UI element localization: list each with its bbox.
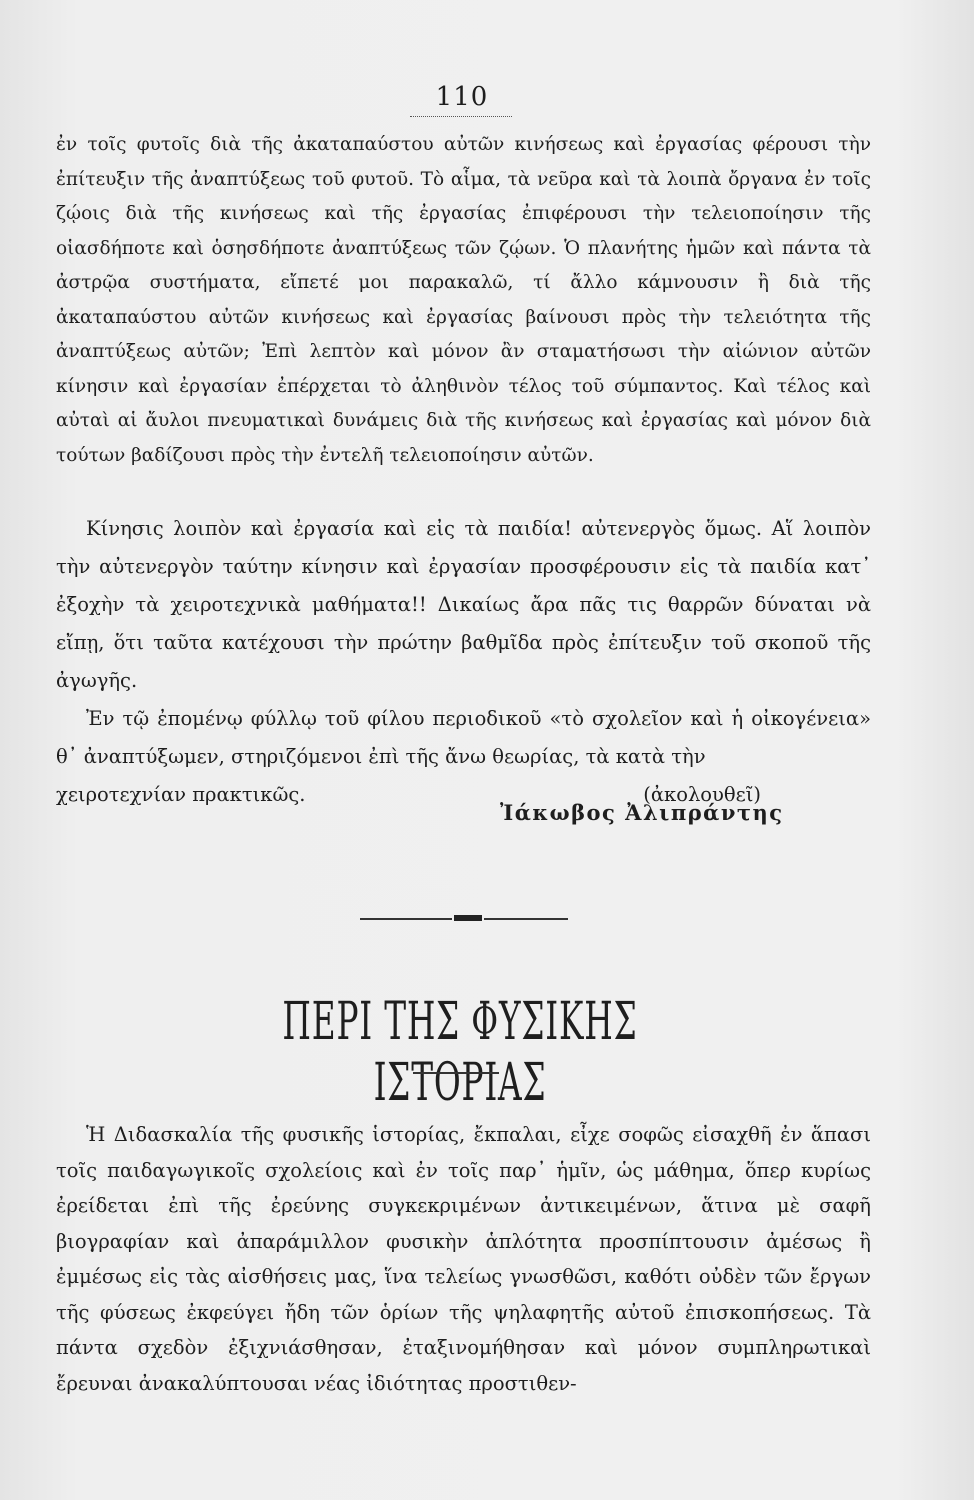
paragraph: Ἡ Διδασκαλία τῆς φυσικῆς ἱστορίας, ἔκπαλαι, εἶχε σοφῶς εἰσαχθῆ ἐν ἅπασι τοῖς παιδαγωγικοῖς σχολείοις καὶ ἐν τοῖς παρ᾽ ἡμῖν, ὡς μάθημα, ὅπερ κυρίως ἐρείδεται ἐπὶ τῆς ἐρεύνης συγκεκριμένων ἀντικειμένων, ἅτινα μὲ σαφῆ βιογραφίαν καὶ ἀπαράμιλλον φυσικὴν ἁπλότητα προσπίπτουσιν ἀμέσως ἢ ἐμμέσως εἰς τὰς αἰσθήσεις μας, ἵνα τελείως γνωσθῶσι, καθότι οὐδὲν τῶν ἔργων τῆς φύσεως ἐκφεύγει ἤδη τῶν ὁρίων τῆς ψηλαφητῆς αὐτοῦ ἐπισκοπήσεως. Τὰ πάντα σχεδὸν ἐξιχνιάσθησαν, ἐταξινομήθησαν καὶ μόνον συμπληρωτικαὶ ἔρευναι ἀνακαλύπτουσαι νέας ἰδιότητας προστιθεν- [56, 1123, 871, 1395]
body-text-middle [56, 510, 871, 814]
body-text-bottom [56, 1117, 871, 1401]
body-text-top [56, 128, 871, 473]
page-number: 110 [435, 82, 489, 112]
paragraph: ἐν τοῖς φυτοῖς διὰ τῆς ἀκαταπαύστου αὐτῶν κινήσεως καὶ ἐργασίας φέρουσι τὴν ἐπίτευξιν τῆς ἀναπτύξεως τοῦ φυτοῦ. Τὸ αἷμα, τὰ νεῦρα καὶ τὰ λοιπὰ ὄργανα ἐν τοῖς ζῴοις διὰ τῆς κινήσεως καὶ τῆς ἐργασίας ἐπιφέρουσι τὴν τελειοποίησιν τῆς οἱασδήποτε καὶ ὁσησδήποτε ἀναπτύξεως τῶν ζῴων. Ὁ πλανήτης ἡμῶν καὶ πάντα τὰ ἀστρῷα συστήματα, εἴπετέ μοι παρακαλῶ, τί ἄλλο κάμνουσιν ἢ διὰ τῆς ἀκαταπαύστου αὐτῶν κινήσεως καὶ ἐργασίας βαίνουσι πρὸς τὴν τελειότητα τῆς ἀναπτύξεως αὐτῶν; Ἐπὶ λεπτὸν καὶ μόνον ἂν σταματήσωσι τὴν αἰώνιον αὐτῶν κίνησιν καὶ ἐργασίαν ἐπέρχεται τὸ ἀληθινὸν τέλος τοῦ σύμπαντος. Καὶ τέλος καὶ αὐταὶ αἱ ἄυλοι πνευματικαὶ δυνάμεις διὰ τῆς κινήσεως καὶ ἐργασίας καὶ μόνον διὰ τούτων βαδίζουσι πρὸς τὴν ἐντελῆ τελειοποίησιν αὐτῶν. [56, 134, 871, 466]
separator-rule-right [484, 918, 568, 920]
section-heading: ΠΕΡΙ ΤΗΣ ΦΥΣΙΚΗΣ ΙΣΤΟΡΙΑΣ [282, 990, 638, 1113]
separator-rule-left [360, 918, 452, 920]
heading-underline [413, 1072, 499, 1074]
continued-note: (ἀκολουθεῖ) [643, 783, 761, 806]
paragraph: Ἐν τῷ ἐπομένῳ φύλλῳ τοῦ φίλου περιοδικοῦ «τὸ σχολεῖον καὶ ἡ οἰκογένεια» θ᾽ ἀναπτύξωμεν, στηριζόμενοι ἐπὶ τῆς ἄνω θεωρίας, τὰ κατὰ τὴν [56, 707, 871, 768]
closing-text: χειροτεχνίαν πρακτικῶς. [56, 783, 306, 806]
page-number-rule [410, 116, 512, 117]
separator-ornament [454, 915, 482, 921]
author-signature: Ἰάκωβος Ἀλιπράντης [500, 800, 784, 825]
paragraph: Κίνησις λοιπὸν καὶ ἐργασία καὶ εἰς τὰ παιδία! αὐτενεργὸς ὅμως. Αἵ λοιπὸν τὴν αὐτενεργὸν ταύτην κίνησιν καὶ ἐργασίαν προσφέρουσιν εἰς τὰ παιδία κατ᾽ ἐξοχὴν τὰ χειροτεχνικὰ μαθήματα!! Δικαίως ἄρα πᾶς τις θαρρῶν δύναται νὰ εἴπῃ, ὅτι ταῦτα κατέχουσι τὴν πρώτην βαθμῖδα πρὸς ἐπίτευξιν τοῦ σκοποῦ τῆς ἀγωγῆς. [56, 517, 871, 692]
